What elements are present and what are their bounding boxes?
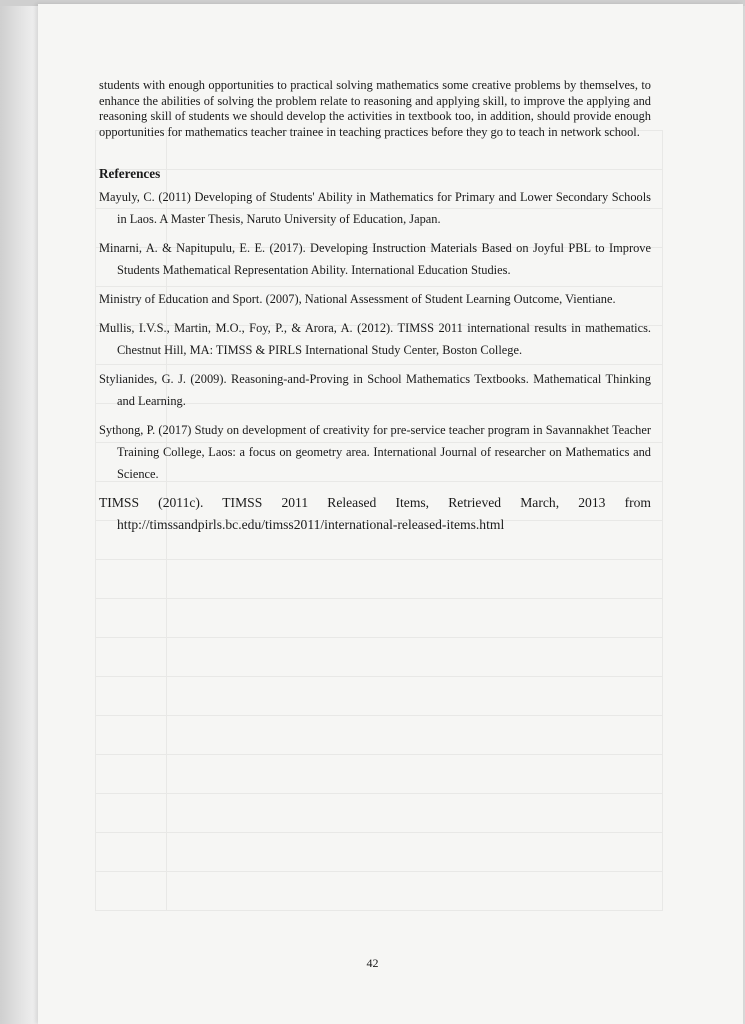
- reference-item: Stylianides, G. J. (2009). Reasoning-and-Proving in School Mathematics Textbooks. Mathematical Thinking and Learning.: [99, 371, 651, 408]
- reference-item: TIMSS (2011c). TIMSS 2011 Released Items, Retrieved March, 2013 from http://timssandpirls.bc.edu/timss2011/international-released-items.html: [99, 494, 651, 532]
- page-content: [99, 78, 651, 543]
- reference-item: Minarni, A. & Napitupulu, E. E. (2017). Developing Instruction Materials Based on Joyful PBL to Improve Students Mathematical Representation Ability. International Education Studies.: [99, 240, 651, 277]
- scan-binding-shadow: [0, 0, 40, 1024]
- intro-paragraph: students with enough opportunities to practical solving mathematics some creative problems by themselves, to enhance the abilities of solving the problem relate to reasoning and applying skill, to improve the applying and reasoning skill of students we should develop the activities in textbook too, in addition, should provide enough opportunities for mathematics teacher trainee in teaching practices before they go to teach in network school.: [99, 78, 651, 139]
- page-number: 42: [366, 956, 379, 970]
- reference-item: Ministry of Education and Sport. (2007), National Assessment of Student Learning Outcome, Vientiane.: [99, 291, 616, 306]
- references-heading: References: [99, 166, 161, 181]
- reference-item: Sythong, P. (2017) Study on development of creativity for pre-service teacher program in Savannakhet Teacher Training College, Laos: a focus on geometry area. International Journal of researcher on Mathematics and Science.: [99, 422, 651, 481]
- reference-item: Mayuly, C. (2011) Developing of Students' Ability in Mathematics for Primary and Lower Secondary Schools in Laos. A Master Thesis, Naruto University of Education, Japan.: [99, 189, 651, 226]
- reference-item: Mullis, I.V.S., Martin, M.O., Foy, P., & Arora, A. (2012). TIMSS 2011 international results in mathematics. Chestnut Hill, MA: TIMSS & PIRLS International Study Center, Boston College.: [99, 320, 651, 357]
